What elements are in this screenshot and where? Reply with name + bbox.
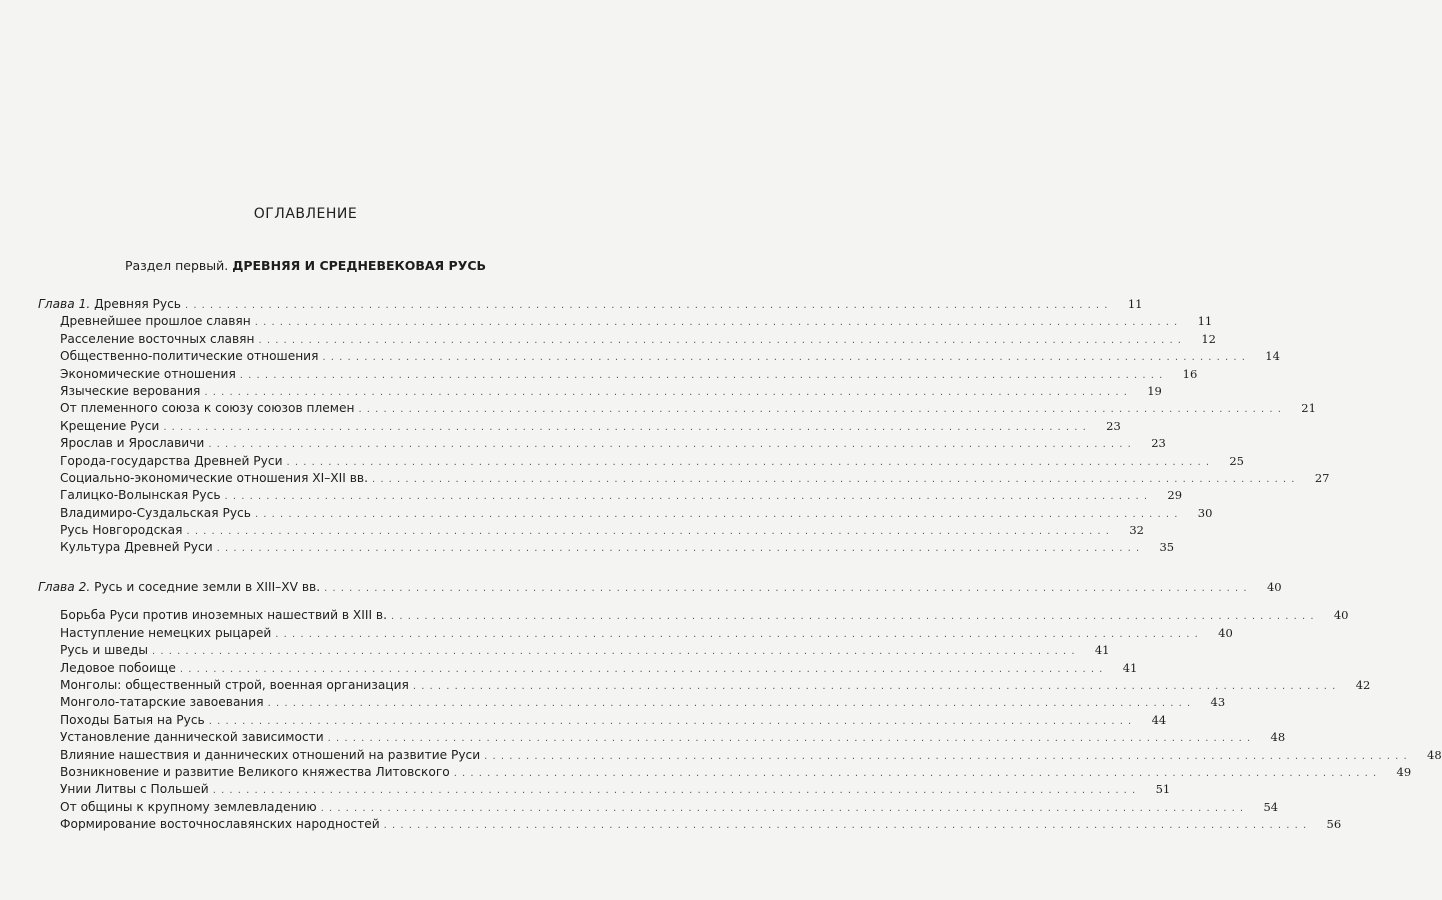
toc-entry[interactable] (60, 747, 1442, 764)
dot-leader: . . . . . . . . . . . . . . . . . . . . . . . . . . . . . . . . . . . . . . . . . . . . . . . . . . . . . . . . . . . . . . . . . . . . . . . . . . . . . . . . . . . . . . . . . . . . . . . . . . . . . . . . . . . . . . . (152, 646, 1076, 658)
page-number: 48 (1427, 747, 1442, 762)
dot-leader: . . . . . . . . . . . . . . . . . . . . . . . . . . . . . . . . . . . . . . . . . . . . . . . . . . . . . . . . . . . . . . . . . . . . . . . . . . . . . . . . . . . . . . . . . . . . . . . . . . . . . . . . . . . . . . . (224, 491, 1149, 503)
toc-entry-title: Языческие верования (60, 383, 201, 398)
chapter-label: Глава 1. (38, 297, 91, 311)
dot-leader: . . . . . . . . . . . . . . . . . . . . . . . . . . . . . . . . . . . . . . . . . . . . . . . . . . . . . . . . . . . . . . . . . . . . . . . . . . . . . . . . . . . . . . . . . . . . . . . . . . . . . . . . . . . . . . . (320, 802, 1245, 814)
toc-entry-title: Монголо-татарские завоевания (60, 695, 264, 710)
page-number: 23 (1151, 436, 1166, 451)
toc-entry[interactable] (60, 539, 1175, 556)
toc-entry[interactable] (60, 453, 1244, 470)
dot-leader: . . . . . . . . . . . . . . . . . . . . . . . . . . . . . . . . . . . . . . . . . . . . . . . . . . . . . . . . . . . . . . . . . . . . . . . . . . . . . . . . . . . . . . . . . . . . . . . . . . . . . . . . . . . . . . . (208, 715, 1133, 727)
toc-entry-title: Русь Новгородская (60, 523, 183, 538)
section-name: ДРЕВНЯЯ И СРЕДНЕВЕКОВАЯ РУСЬ (232, 258, 487, 273)
page-number: 30 (1197, 505, 1213, 520)
dot-leader: . . . . . . . . . . . . . . . . . . . . . . . . . . . . . . . . . . . . . . . . . . . . . . . . . . . . . . . . . . . . . . . . . . . . . . . . . . . . . . . . . . . . . . . . . . . . . . . . . . . . . . . . . . . . . . . (327, 733, 1252, 745)
toc-entry[interactable] (60, 435, 1166, 452)
chapter-1-toc (38, 296, 1330, 557)
toc-entry[interactable] (60, 383, 1162, 400)
dot-leader: . . . . . . . . . . . . . . . . . . . . . . . . . . . . . . . . . . . . . . . . . . . . . . . . . . . . . . . . . . . . . . . . . . . . . . . . . . . . . . . . . . . . . . . . . . . . . . . . . . . . . . . . . . . . . . . (484, 750, 1408, 762)
toc-entry-title: Формирование восточнославянских народностей (60, 817, 380, 832)
page-number: 42 (1355, 677, 1371, 692)
toc-entry-title: Владимиро-Суздальская Русь (60, 505, 251, 520)
dot-leader: . . . . . . . . . . . . . . . . . . . . . . . . . . . . . . . . . . . . . . . . . . . . . . . . . . . . . . . . . . . . . . . . . . . . . . . . . . . . . . . . . . . . . . . . . . . . . . . . . . . . . . . . . . . . . . . (383, 820, 1308, 832)
toc-entry[interactable] (60, 729, 1286, 746)
toc-entry[interactable] (60, 816, 1342, 833)
dot-leader: . . . . . . . . . . . . . . . . . . . . . . . . . . . . . . . . . . . . . . . . . . . . . . . . . . . . . . . . . . . . . . . . . . . . . . . . . . . . . . . . . . . . . . . . . . . . . . . . . . . . . . . . . . . . . . . (267, 698, 1192, 710)
toc-entry[interactable] (60, 694, 1226, 711)
toc-entry-title (38, 579, 320, 596)
toc-entry-title: Установление даннической зависимости (60, 730, 324, 745)
toc-entry-title: Культура Древней Руси (60, 540, 213, 555)
toc-entry[interactable] (60, 487, 1183, 504)
page-number: 11 (1197, 314, 1213, 329)
toc-entry-title: Крещение Руси (60, 418, 160, 433)
page-number: 23 (1106, 418, 1121, 433)
toc-entry[interactable] (60, 470, 1330, 487)
dot-leader: . . . . . . . . . . . . . . . . . . . . . . . . . . . . . . . . . . . . . . . . . . . . . . . . . . . . . . . . . . . . . . . . . . . . . . . . . . . . . . . . . . . . . . . . . . . . . . . . . . . . . . . . . . . . . . . (275, 628, 1199, 640)
chapter-title: Древняя Русь (94, 297, 181, 311)
page-number: 21 (1301, 401, 1316, 416)
dot-leader: . . . . . . . . . . . . . . . . . . . . . . . . . . . . . . . . . . . . . . . . . . . . . . . . . . . . . . . . . . . . . . . . . . . . . . . . . . . . . . . . . . . . . . . . . . . . . . . . . . . . . . . . . . . . . . . (412, 680, 1337, 692)
toc-entry-title: Галицко-Волынская Русь (60, 488, 221, 503)
page-number: 14 (1265, 349, 1280, 364)
dot-leader: . . . . . . . . . . . . . . . . . . . . . . . . . . . . . . . . . . . . . . . . . . . . . . . . . . . . . . . . . . . . . . . . . . . . . . . . . . . . . . . . . . . . . . . . . . . . . . . . . . . . . . . . . . . . . . . (212, 785, 1137, 797)
page-number: 32 (1129, 523, 1144, 538)
dot-leader: . . . . . . . . . . . . . . . . . . . . . . . . . . . . . . . . . . . . . . . . . . . . . . . . . . . . . . . . . . . . . . . . . . . . . . . . . . . . . . . . . . . . . . . . . . . . . . . . . . . . . . . . . . . . . . . (184, 300, 1109, 311)
page-number: 43 (1210, 695, 1226, 710)
dot-leader: . . . . . . . . . . . . . . . . . . . . . . . . . . . . . . . . . . . . . . . . . . . . . . . . . . . . . . . . . . . . . . . . . . . . . . . . . . . . . . . . . . . . . . . . . . . . . . . . . . . . . . . . . . . . . . . (186, 526, 1110, 538)
toc-entry[interactable] (60, 366, 1198, 383)
toc-entry[interactable] (60, 642, 1110, 659)
section-prefix: Раздел первый. (124, 258, 229, 273)
toc-entry-title: Походы Батыя на Русь (60, 712, 205, 727)
toc-entry[interactable] (60, 660, 1138, 677)
page-number: 41 (1122, 660, 1138, 675)
chapter1-heading[interactable] (38, 296, 1143, 313)
toc-entry[interactable] (60, 418, 1121, 435)
dot-leader: . . . . . . . . . . . . . . . . . . . . . . . . . . . . . . . . . . . . . . . . . . . . . . . . . . . . . . . . . . . . . . . . . . . . . . . . . . . . . . . . . . . . . . . . . . . . . . . . . . . . . . . . . . . . . . . (208, 439, 1132, 451)
toc-entry-title: Ледовое побоище (60, 660, 176, 675)
toc-entry-title: Древнейшее прошлое славян (60, 314, 251, 329)
toc-entry-title: От общины к крупному землевладению (60, 799, 317, 814)
chapter-2-toc (38, 579, 1442, 833)
page-number: 35 (1159, 540, 1175, 555)
toc-entry[interactable] (60, 712, 1167, 729)
page-number: 49 (1396, 764, 1412, 779)
toc-entry[interactable] (60, 799, 1279, 816)
toc-entry-title: Борьба Руси против иноземных нашествий в XIII в. (60, 608, 387, 623)
toc-entry-title: Монголы: общественный строй, военная организация (60, 677, 409, 692)
dot-leader: . . . . . . . . . . . . . . . . . . . . . . . . . . . . . . . . . . . . . . . . . . . . . . . . . . . . . . . . . . . . . . . . . . . . . . . . . . . . . . . . . . . . . . . . . . . . . . . . . . . . . . . . . . . . . . . (322, 352, 1246, 364)
toc-entry[interactable] (60, 781, 1171, 798)
toc-entry[interactable] (60, 348, 1280, 365)
toc-entry-title: От племенного союза к союзу союзов племен (60, 401, 355, 416)
toc-entry[interactable] (60, 677, 1371, 694)
dot-leader: . . . . . . . . . . . . . . . . . . . . . . . . . . . . . . . . . . . . . . . . . . . . . . . . . . . . . . . . . . . . . . . . . . . . . . . . . . . . . . . . . . . . . . . . . . . . . . . . . . . . . . . . . . . . . . . (286, 456, 1210, 468)
page-number: 51 (1155, 782, 1171, 797)
page-number: 40 (1266, 580, 1282, 594)
dot-leader: . . . . . . . . . . . . . . . . . . . . . . . . . . . . . . . . . . . . . . . . . . . . . . . . . . . . . . . . . . . . . . . . . . . . . . . . . . . . . . . . . . . . . . . . . . . . . . . . . . . . . . . . . . . . . . . (358, 404, 1282, 416)
dot-leader: . . . . . . . . . . . . . . . . . . . . . . . . . . . . . . . . . . . . . . . . . . . . . . . . . . . . . . . . . . . . . . . . . . . . . . . . . . . . . . . . . . . . . . . . . . . . . . . . . . . . . . . . . . . . . . . (453, 767, 1378, 779)
toc-entry-title: Экономические отношения (60, 366, 236, 381)
page-number: 16 (1182, 366, 1198, 381)
page-number: 40 (1333, 608, 1349, 623)
page-number: 54 (1263, 799, 1279, 814)
toc-entry-title: Расселение восточных славян (60, 331, 255, 346)
chapter-title: Русь и соседние земли в XIII–XV вв. (94, 580, 321, 594)
dot-leader: . . . . . . . . . . . . . . . . . . . . . . . . . . . . . . . . . . . . . . . . . . . . . . . . . . . . . . . . . . . . . . . . . . . . . . . . . . . . . . . . . . . . . . . . . . . . . . . . . . . . . . . . . . . . . . . (254, 508, 1179, 520)
toc-entry-title: Общественно-политические отношения (60, 349, 319, 364)
page-number: 48 (1270, 730, 1286, 745)
dot-leader: . . . . . . . . . . . . . . . . . . . . . . . . . . . . . . . . . . . . . . . . . . . . . . . . . . . . . . . . . . . . . . . . . . . . . . . . . . . . . . . . . . . . . . . . . . . . . . . . . . . . . . . . . . . . . . . (179, 663, 1104, 675)
toc-entry[interactable] (60, 764, 1412, 781)
dot-leader: . . . . . . . . . . . . . . . . . . . . . . . . . . . . . . . . . . . . . . . . . . . . . . . . . . . . . . . . . . . . . . . . . . . . . . . . . . . . . . . . . . . . . . . . . . . . . . . . . . . . . . . . . . . . . . . (258, 334, 1182, 346)
toc-entry-title: Наступление немецких рыцарей (60, 625, 272, 640)
toc-entry-title: Русь и шведы (60, 643, 148, 658)
page-title: ОГЛАВЛЕНИЕ (253, 206, 358, 222)
dot-leader: . . . . . . . . . . . . . . . . . . . . . . . . . . . . . . . . . . . . . . . . . . . . . . . . . . . . . . . . . . . . . . . . . . . . . . . . . . . . . . . . . . . . . . . . . . . . . . . . . . . . . . . . . . . . . . . (239, 369, 1164, 381)
dot-leader: . . . . . . . . . . . . . . . . . . . . . . . . . . . . . . . . . . . . . . . . . . . . . . . . . . . . . . . . . . . . . . . . . . . . . . . . . . . . . . . . . . . . . . . . . . . . . . . . . . . . . . . . . . . . . . . (391, 611, 1315, 623)
toc-entry-title: Влияние нашествия и даннических отношений на развитие Руси (60, 747, 481, 762)
dot-leader: . . . . . . . . . . . . . . . . . . . . . . . . . . . . . . . . . . . . . . . . . . . . . . . . . . . . . . . . . . . . . . . . . . . . . . . . . . . . . . . . . . . . . . . . . . . . . . . . . . . . . . . . . . . . . . . (371, 473, 1296, 485)
toc-entry[interactable] (60, 607, 1349, 624)
toc-entry[interactable] (60, 522, 1144, 539)
page-number: 44 (1151, 712, 1167, 727)
toc-entry[interactable] (60, 331, 1216, 348)
dot-leader: . . . . . . . . . . . . . . . . . . . . . . . . . . . . . . . . . . . . . . . . . . . . . . . . . . . . . . . . . . . . . . . . . . . . . . . . . . . . . . . . . . . . . . . . . . . . . . . . . . . . . . . . . . . . . . . (324, 583, 1248, 594)
section-heading (0, 258, 611, 273)
page-number: 27 (1314, 470, 1330, 485)
page-number: 25 (1229, 453, 1244, 468)
page-number: 12 (1201, 331, 1216, 346)
chapter-label: Глава 2. (38, 580, 91, 594)
page-number: 40 (1218, 625, 1233, 640)
toc-entry[interactable] (60, 625, 1233, 642)
page-number: 41 (1094, 643, 1110, 658)
toc-entry[interactable] (60, 400, 1316, 417)
toc-entry-title: Социально-экономические отношения XI–XII вв. (60, 470, 368, 485)
toc-entry[interactable] (60, 505, 1213, 522)
toc-entry-title: Ярослав и Ярославичи (60, 436, 205, 451)
chapter2-heading[interactable] (38, 579, 1282, 596)
dot-leader: . . . . . . . . . . . . . . . . . . . . . . . . . . . . . . . . . . . . . . . . . . . . . . . . . . . . . . . . . . . . . . . . . . . . . . . . . . . . . . . . . . . . . . . . . . . . . . . . . . . . . . . . . . . . . . . (254, 317, 1179, 329)
dot-leader: . . . . . . . . . . . . . . . . . . . . . . . . . . . . . . . . . . . . . . . . . . . . . . . . . . . . . . . . . . . . . . . . . . . . . . . . . . . . . . . . . . . . . . . . . . . . . . . . . . . . . . . . . . . . . . . (216, 543, 1141, 555)
dot-leader: . . . . . . . . . . . . . . . . . . . . . . . . . . . . . . . . . . . . . . . . . . . . . . . . . . . . . . . . . . . . . . . . . . . . . . . . . . . . . . . . . . . . . . . . . . . . . . . . . . . . . . . . . . . . . . . (204, 386, 1128, 398)
page-number: 19 (1147, 383, 1162, 398)
page-number: 29 (1167, 488, 1183, 503)
page-number: 56 (1326, 817, 1342, 832)
toc-entry-title: Возникновение и развитие Великого княжества Литовского (60, 764, 450, 779)
toc-entry-title (38, 296, 181, 313)
toc-entry-title: Унии Литвы с Польшей (60, 782, 209, 797)
toc-entry[interactable] (60, 313, 1213, 330)
toc-entry-title: Города-государства Древней Руси (60, 453, 283, 468)
page-number: 11 (1127, 297, 1143, 311)
dot-leader: . . . . . . . . . . . . . . . . . . . . . . . . . . . . . . . . . . . . . . . . . . . . . . . . . . . . . . . . . . . . . . . . . . . . . . . . . . . . . . . . . . . . . . . . . . . . . . . . . . . . . . . . . . . . . . . (163, 421, 1087, 433)
